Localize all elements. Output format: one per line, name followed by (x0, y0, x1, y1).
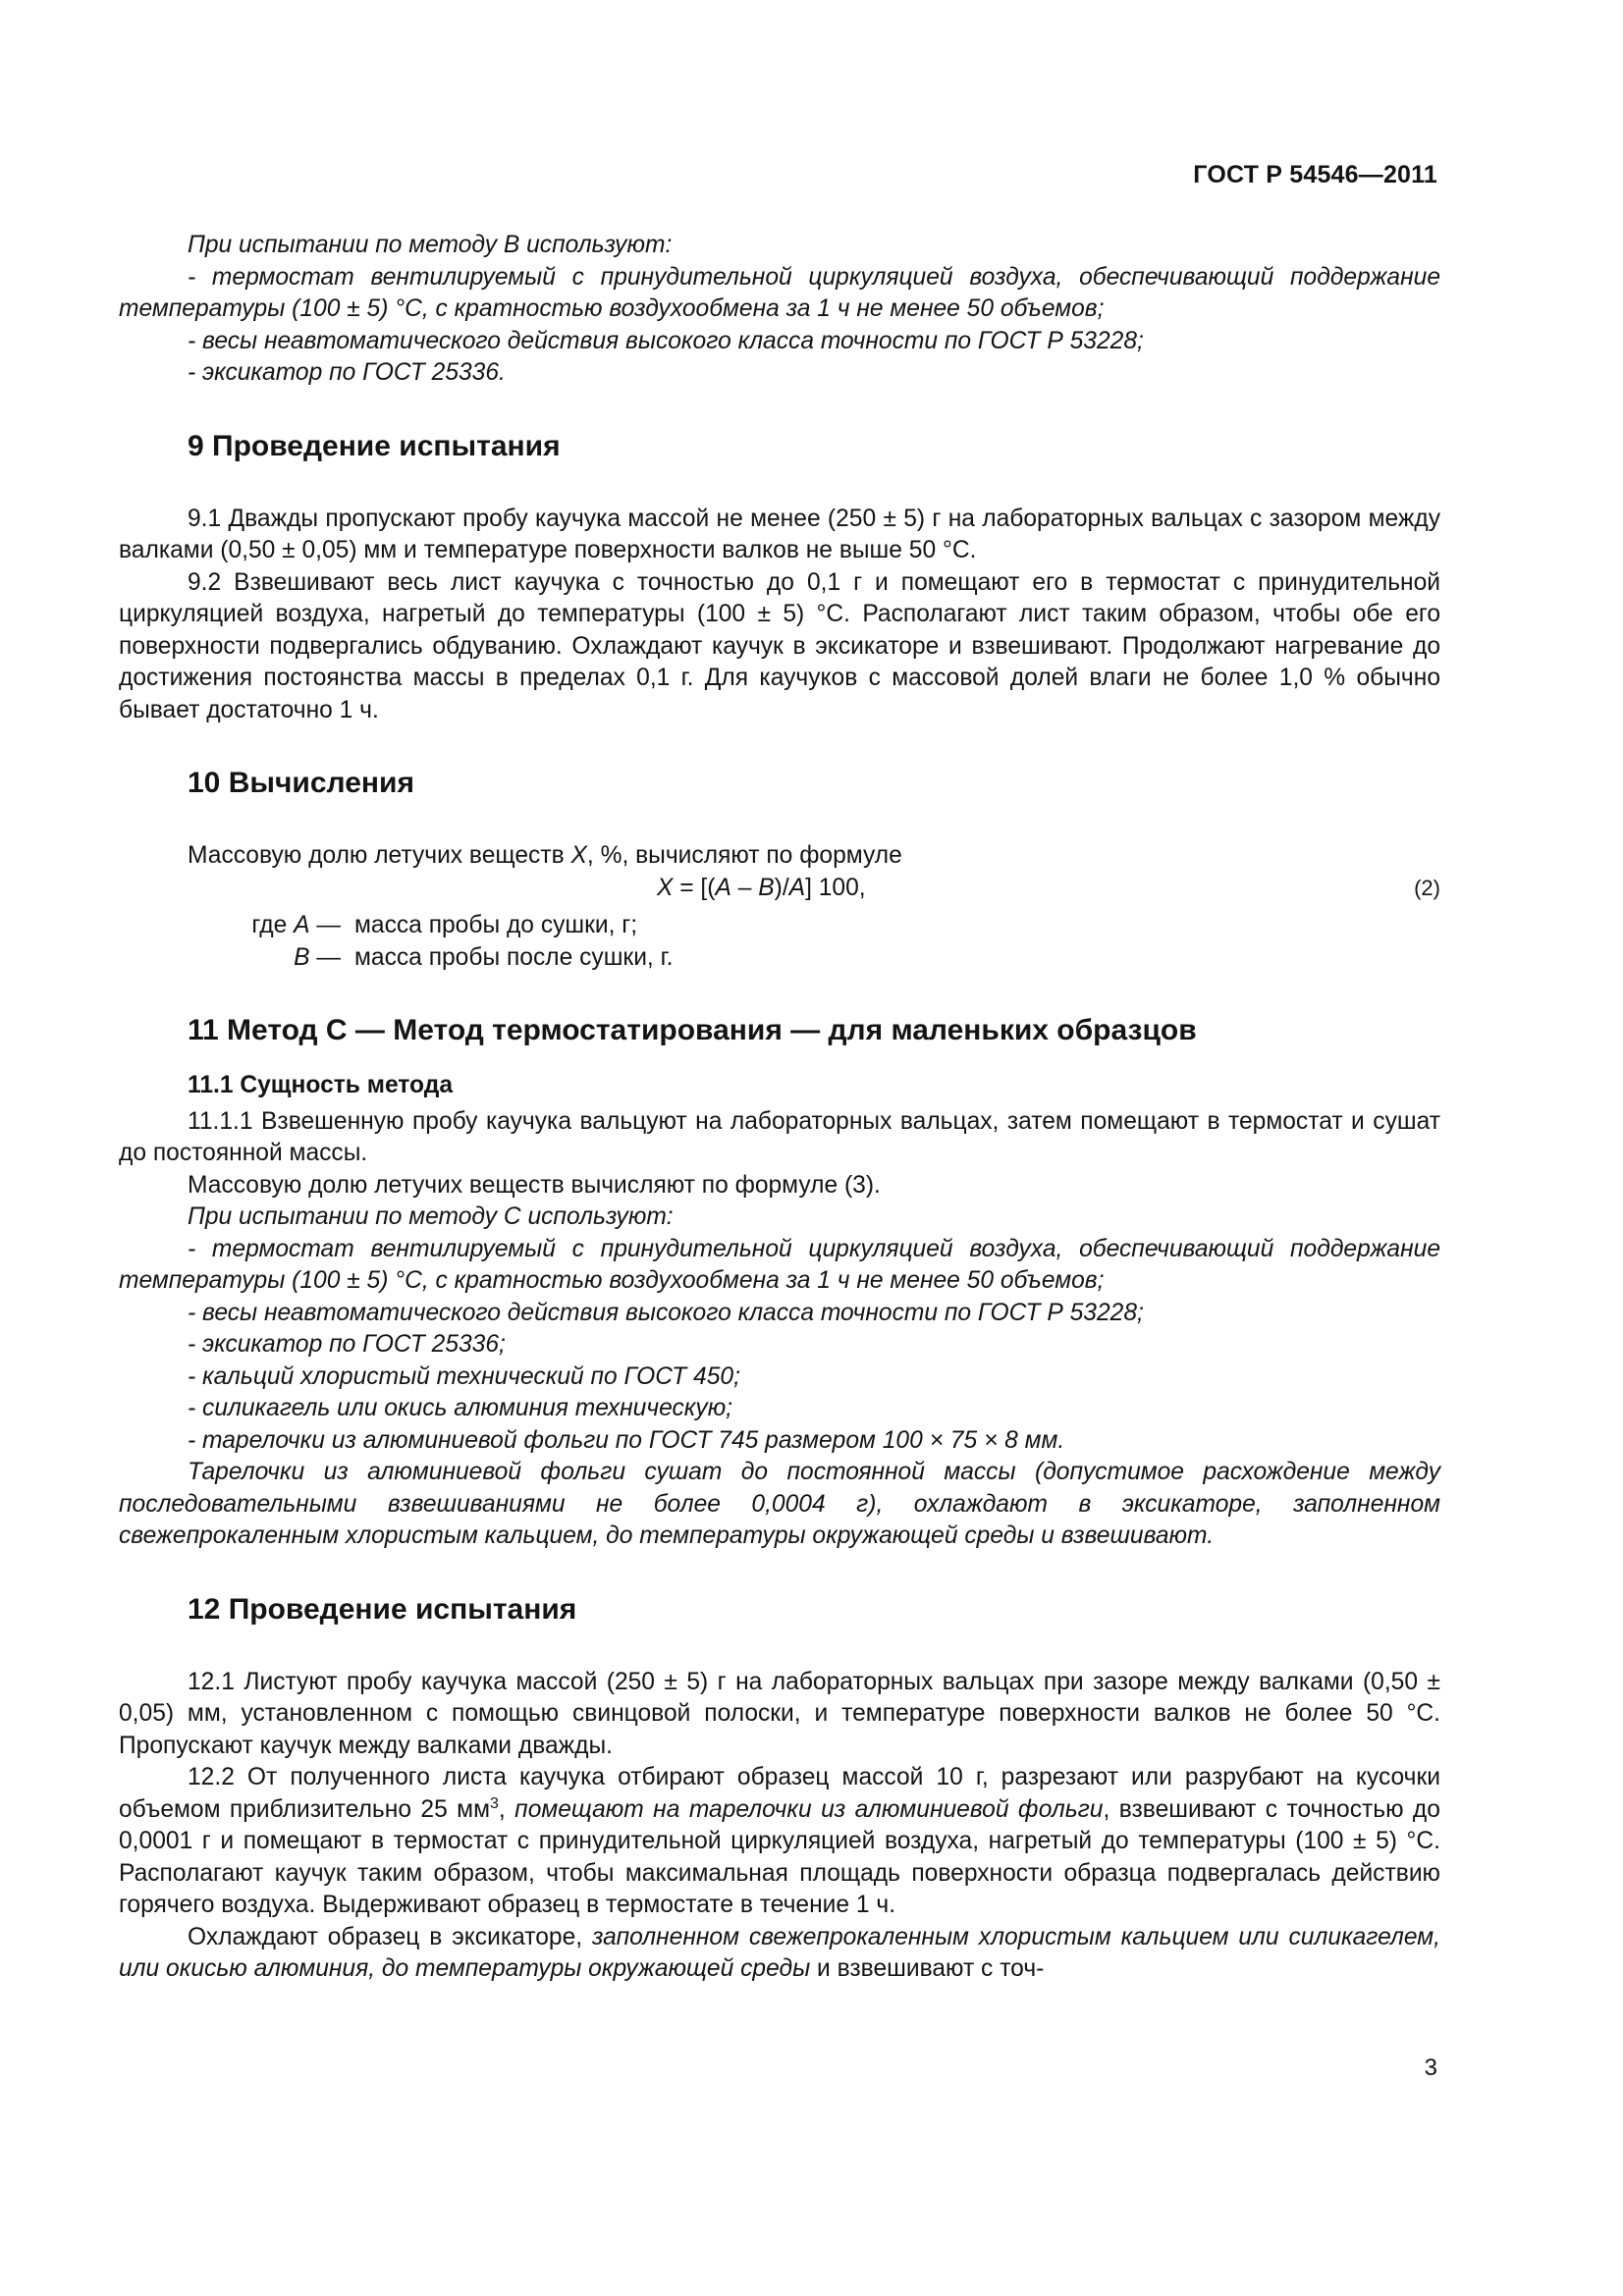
list-item: - кальций хлористый технический по ГОСТ 450; (188, 1362, 740, 1390)
paragraph-12-3: Охлаждают образец в эксикаторе, заполненном свежепрокаленным хлористым кальцием или силикагелем, или окисью алюминия, до температуры окружающей среды и взвешивают с точ- (119, 1923, 1440, 1982)
page-number: 3 (1424, 2055, 1437, 2081)
foil-dish-note: Тарелочки из алюминиевой фольги сушат до постоянной массы (допустимое расхождение между последовательными взвешиваниями не более 0,0004 г), охлаждают в эксикаторе, заполненном свежепрокаленным хлористым кальцием, до температуры окружающей среды и взвешивают. (119, 1459, 1440, 1549)
paragraph-11-1-1-formula-ref: Массовую долю летучих веществ вычисляют по формуле (3). (188, 1171, 881, 1199)
superscript: 3 (490, 1794, 499, 1812)
formula-legend-a: где A — масса пробы до сушки, г; (251, 912, 638, 938)
method-c-lead: При испытании по методу С используют: (188, 1203, 674, 1230)
section-11-1-heading: 11.1 Сущность метода (188, 1072, 454, 1098)
paragraph-12-2: 12.2 От полученного листа каучука отбирают образец массой 10 г, разрезают или разрубают на кусочки объемом приблизительно 25 $мм^3$, помещают на тарелочки из алюминиевой фольги, взвешивают с точностью до 0,0001 г и помещают в термостат с принудительной циркуляцией воздуха, нагретый до температуры (100 ± 5) °С. Располагают каучук таким образом, чтобы максимальная площадь поверхности образца подвергалась действию горячего воздуха. Выдерживают образец в термостате в течение 1 ч. (119, 1764, 1440, 1918)
list-item: - весы неавтоматического действия высокого класса точности по ГОСТ Р 53228; (188, 327, 1144, 354)
list-item: - эксикатор по ГОСТ 25336; (188, 1331, 506, 1358)
paragraph-11-1-1: 11.1.1 Взвешенную пробу каучука вальцуют на лабораторных вальцах, затем помещают в термостат и сушат до постоянной массы. (119, 1107, 1440, 1166)
list-item: - термостат вентилируемый с принудительной циркуляцией воздуха, обеспечивающий поддержание температуры (100 ± 5) °С, с кратностью воздухообмена за 1 ч не менее 50 объемов; (119, 1235, 1440, 1294)
method-b-lead: При испытании по методу В используют: (188, 232, 673, 258)
section-9-heading: 9 Проведение испытания (188, 429, 561, 462)
formula-intro-text: Массовую долю летучих веществ (188, 842, 571, 869)
page-content (119, 230, 1440, 1986)
formula-intro-tail: , %, вычисляют по формуле (586, 842, 902, 869)
list-item: - термостат вентилируемый с принудительной циркуляцией воздуха, обеспечивающий поддержание температуры (100 ± 5) °С, с кратностью воздухообмена за 1 ч не менее 50 объемов; (119, 263, 1440, 322)
formula-number: (2) (1414, 875, 1440, 900)
list-item: - силикагель или окись алюминия техническую; (188, 1395, 733, 1421)
section-11-heading: 11 Метод С — Метод термостатирования — для маленьких образцов (188, 1014, 1197, 1046)
paragraph-9-2: 9.2 Взвешивают весь лист каучука с точностью до 0,1 г и помещают его в термостат с принудительной циркуляцией воздуха, нагретый до температуры (100 ± 5) °С. Располагают лист таким образом, чтобы обе его поверхности подвергались обдуванию. Охлаждают каучук в эксикаторе и взвешивают. Продолжают нагревание до достижения постоянства массы в пределах 0,1 г. Для каучуков с массовой долей влаги не более 1,0 % обычно бывает достаточно 1 ч. (119, 568, 1440, 723)
formula-legend-b: B — масса пробы после сушки, г. (294, 943, 674, 971)
list-item: - тарелочки из алюминиевой фольги по ГОСТ 745 размером 100 × 75 × 8 мм. (188, 1426, 1065, 1454)
section-12-heading: 12 Проведение испытания (188, 1592, 577, 1626)
paragraph-9-1: 9.1 Дважды пропускают пробу каучука массой не менее (250 ± 5) г на лабораторных вальцах с зазором между валками (0,50 ± 0,05) мм и температуре поверхности валков не выше 50 °С. (119, 505, 1440, 563)
variable-x: X (570, 842, 587, 869)
formula-expression: X = [(A – B)/A] 100, (657, 874, 866, 901)
list-item: - эксикатор по ГОСТ 25336. (188, 359, 506, 386)
paragraph-12-1: 12.1 Листуют пробу каучука массой (250 ± 5) г на лабораторных вальцах при зазоре между валками (0,50 ± 0,05) мм, установленном с помощью свинцовой полоски, и температуре поверхности валков не более 50 °С. Пропускают каучук между валками дважды. (119, 1668, 1440, 1759)
standard-header: ГОСТ Р 54546—2011 (1193, 161, 1437, 188)
formula-intro (119, 840, 1440, 873)
formula-2 (119, 873, 1440, 905)
section-10-heading: 10 Вычисления (188, 767, 414, 799)
list-item: - весы неавтоматического действия высокого класса точности по ГОСТ Р 53228; (188, 1299, 1144, 1326)
